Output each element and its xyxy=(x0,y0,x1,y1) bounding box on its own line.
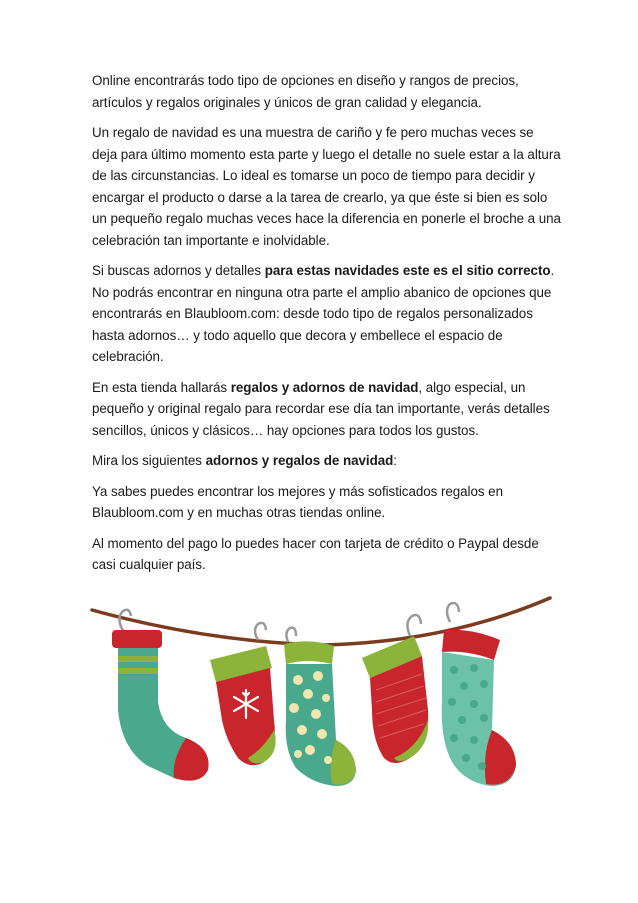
stripe xyxy=(118,656,158,662)
stocking-teal-striped xyxy=(112,610,209,781)
stocking-teal-dotted xyxy=(284,628,356,786)
paragraph-intro xyxy=(92,70,562,113)
bold-phrase: regalos y adornos de navidad xyxy=(230,379,419,395)
stocking-red-snowflake xyxy=(210,623,276,765)
text-segment: Mira los siguientes xyxy=(92,453,206,468)
hook xyxy=(407,615,421,636)
paragraph-sophisticated xyxy=(92,481,562,524)
text-segment: Ya sabes puedes encontrar los mejores y más sofisticados regalos en Blaubloom.com y en muchas otras tiendas online. xyxy=(92,483,503,520)
paragraph-payment xyxy=(92,533,562,576)
hook xyxy=(447,603,459,622)
paragraph-right-place xyxy=(92,260,562,368)
bold-phrase: adornos y regalos de navidad xyxy=(205,453,394,468)
text-segment: . No podrás encontrar en ninguna otra parte el amplio abanico de opciones que encontrarás en Blaubloom.com: desde todo tipo de regalos personalizados hasta adornos… y todo aquello que decora y embellece el espacio de celebración. xyxy=(92,263,555,364)
text-segment: Un regalo de navidad es una muestra de cariño y fe pero muchas veces se deja para último momento esta parte y luego el detalle no suele estar a la altura de las circunstancias. Lo ideal es tomarse un poco de tiempo para decidir y encargar el producto o darse a la tarea de crearlo, ya que éste si bien es solo un pequeño regalo muchas veces hace la diferencia en ponerle el broche a una celebración tan importante e inolvidable. xyxy=(92,125,561,248)
paragraph-see-following xyxy=(92,450,562,472)
text-segment: Al momento del pago lo puedes hacer con tarjeta de crédito o Paypal desde casi cualquier país. xyxy=(92,535,539,572)
hook xyxy=(255,623,266,640)
bold-phrase: para estas navidades este es el sitio correcto xyxy=(264,263,551,278)
stocking-lightteal-dotted xyxy=(442,603,516,786)
paragraph-store xyxy=(92,377,562,442)
text-segment: Online encontrarás todo tipo de opciones en diseño y rangos de precios, artículos y regalos originales y únicos de gran calidad y elegancia. xyxy=(92,73,519,110)
toe xyxy=(331,740,356,785)
paragraph-gift-meaning xyxy=(92,122,562,251)
stripe xyxy=(118,668,158,674)
document-body xyxy=(92,70,562,585)
text-segment: Si buscas adornos y detalles xyxy=(92,263,265,278)
text-segment: : xyxy=(393,453,397,468)
text-segment: , algo especial, un pequeño y original regalo para recordar ese día tan importante, verás detalles sencillos, únicos y clásicos… hay opciones para todos los gustos. xyxy=(92,379,550,438)
hook xyxy=(286,628,296,642)
cuff xyxy=(112,630,162,648)
christmas-stockings-illustration xyxy=(88,590,554,805)
text-segment: En esta tienda hallarás xyxy=(92,379,231,395)
cuff xyxy=(284,641,334,664)
